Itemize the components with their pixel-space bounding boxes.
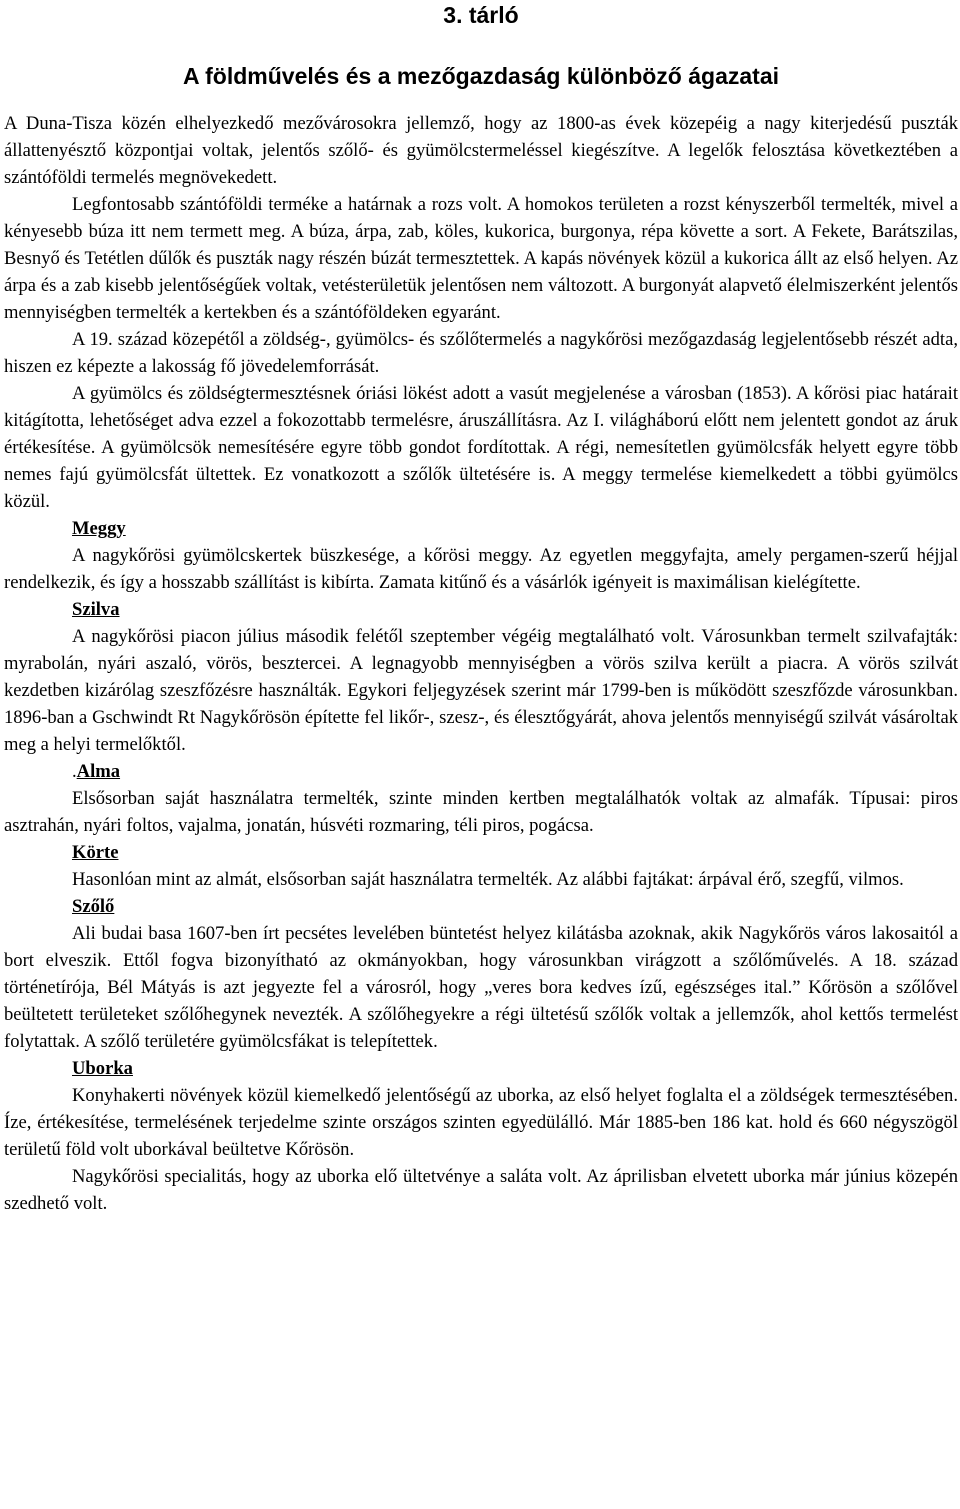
section-text-szilva: A nagykőrösi piacon július második felétől szeptember végéig megtalálható volt. Városunkban termelt szilvafajták: myrabolán, nyári aszaló, vörös, besztercei. A legnagyobb mennyiségben a vörös szilva került a piacra. A vörös szilvát kezdetben kizárólag szeszfőzésre használták. Egykori feljegyzések szerint már 1799-ben is működött szeszfőzde városunkban. 1896-ban a Gschwindt Rt Nagykőrösön építette fel likőr-, szesz-, és élesztőgyárát, ahova jelentős mennyiségű szilvát vásároltak meg a helyi termelőktől. xyxy=(4,626,958,755)
paragraph-19th-century: A 19. század közepétől a zöldség-, gyümölcs- és szőlőtermelés a nagykőrösi mezőgazdaság legjelentősebb részét adta, hiszen ez képezte a lakosság fő jövedelemforrását. xyxy=(4,329,958,377)
heading-prefix: . xyxy=(72,761,77,782)
paragraph-crops: Legfontosabb szántóföldi terméke a határnak a rozs volt. A homokos területen a rozst kényszerből termelték, mivel a kényesebb búza itt nem termett meg. A búza, árpa, zab, köles, kukorica, burgonya, répa követte a sort. A Fekete, Barátszilas, Besnyő és Tetétlen dűlők és puszták nagy részén búzát termesztettek. A kapás növények közül a kukorica állt az első helyen. Az árpa és a zab kisebb jelentőségűek voltak, vetésterületük jelentősen nem változott. A burgonyát alapvető élelmiszerként jelentős mennyiségben termelték a kertekben és a szántóföldeken egyaránt. xyxy=(4,194,958,323)
section-heading-szilva xyxy=(4,596,958,623)
section-text-meggy: A nagykőrösi gyümölcskertek büszkesége, a kőrösi meggy. Az egyetlen meggyfajta, amely pergamen-szerű héjjal rendelkezik, és így a hosszabb szállítást is kibírta. Zamata kitűnő és a vásárlók igényeit is maximálisan kielégítette. xyxy=(4,545,958,593)
heading-text: Körte xyxy=(72,842,119,863)
document-body xyxy=(4,110,958,1217)
section-heading-szolo xyxy=(4,893,958,920)
heading-text: Uborka xyxy=(72,1058,133,1079)
section-text-szolo: Ali budai basa 1607-ben írt pecsétes levelében büntetést helyez kilátásba azoknak, akik Nagykőrös város lakosaitól a bort elveszik. Ettől fogva bizonyítható az okmányokban, hogy városunkban virágzott a szőlőművelés. A 18. század történetírója, Bél Mátyás is azt jegyezte fel a városról, hogy „veres bora kedves ízű, egészséges ital.” Kőrösön a szőlővel beültetett területeket szőlőhegynek nevezték. A szőlőhegyekre a régi ültetésű szőlők voltak a jellemzők, ahol kettős termelést folytattak. A szőlő területére gyümölcsfákat is telepítettek. xyxy=(4,923,958,1052)
page-subtitle: A földművelés és a mezőgazdaság különböző ágazatai xyxy=(182,63,780,89)
heading-text: Szilva xyxy=(72,599,120,620)
page-title: 3. tárló xyxy=(443,2,519,28)
heading-text: Szőlő xyxy=(72,896,115,917)
section-heading-korte xyxy=(4,839,958,866)
section-text-uborka: Konyhakerti növények közül kiemelkedő jelentőségű az uborka, az első helyet foglalta el a zöldségek termesztésében. Íze, értékesítése, termelésének terjedelme szinte országos szinten egyedülálló. Már 1885-ben 186 kat. hold és 660 négyszögöl területű föld volt uborkával beültetve Kőrösön. xyxy=(4,1085,958,1160)
heading-text: Meggy xyxy=(72,518,126,539)
heading-text: Alma xyxy=(76,761,121,782)
paragraph-railway: A gyümölcs és zöldségtermesztésnek óriási lökést adott a vasút megjelenése a városban (1853). A kőrösi piac határait kitágította, lehetőséget adva ezzel a fokozottabb termelésre, áruszállításra. Az I. világháború előtt nem jelentett gondot az áruk értékesítése. A gyümölcsök nemesítésére egyre több gondot fordítottak. A régi, nemesítetlen gyümölcsfák helyett egyre több nemes fajú gyümölcsfát ültettek. Ez vonatkozott a szőlők ültetésére is. A meggy termelése kiemelkedett a többi gyümölcs közül. xyxy=(4,383,958,512)
paragraph-intro: A Duna-Tisza közén elhelyezkedő mezővárosokra jellemző, hogy az 1800-as évek közepéig a nagy kiterjedésű puszták állattenyésztő központjai voltak, jelentős szőlő- és gyümölcstermeléssel kiegészítve. A legelők felosztása következtében a szántóföldi termelés megnövekedett. xyxy=(4,113,958,188)
section-text-alma: Elsősorban saját használatra termelték, szinte minden kertben megtalálhatók voltak az almafák. Típusai: piros asztrahán, nyári foltos, vajalma, jonatán, húsvéti rozmaring, téli piros, pogácsa. xyxy=(4,788,958,836)
section-heading-alma xyxy=(4,758,958,785)
section-text-korte: Hasonlóan mint az almát, elsősorban saját használatra termelték. Az alábbi fajtákat: árpával érő, szegfű, vilmos. xyxy=(72,869,904,890)
section-heading-uborka xyxy=(4,1055,958,1082)
paragraph-closing: Nagykőrösi specialitás, hogy az uborka elő ültetvénye a saláta volt. Az áprilisban elvetett uborka már június közepén szedhető volt. xyxy=(4,1166,958,1214)
section-heading-meggy xyxy=(4,515,958,542)
